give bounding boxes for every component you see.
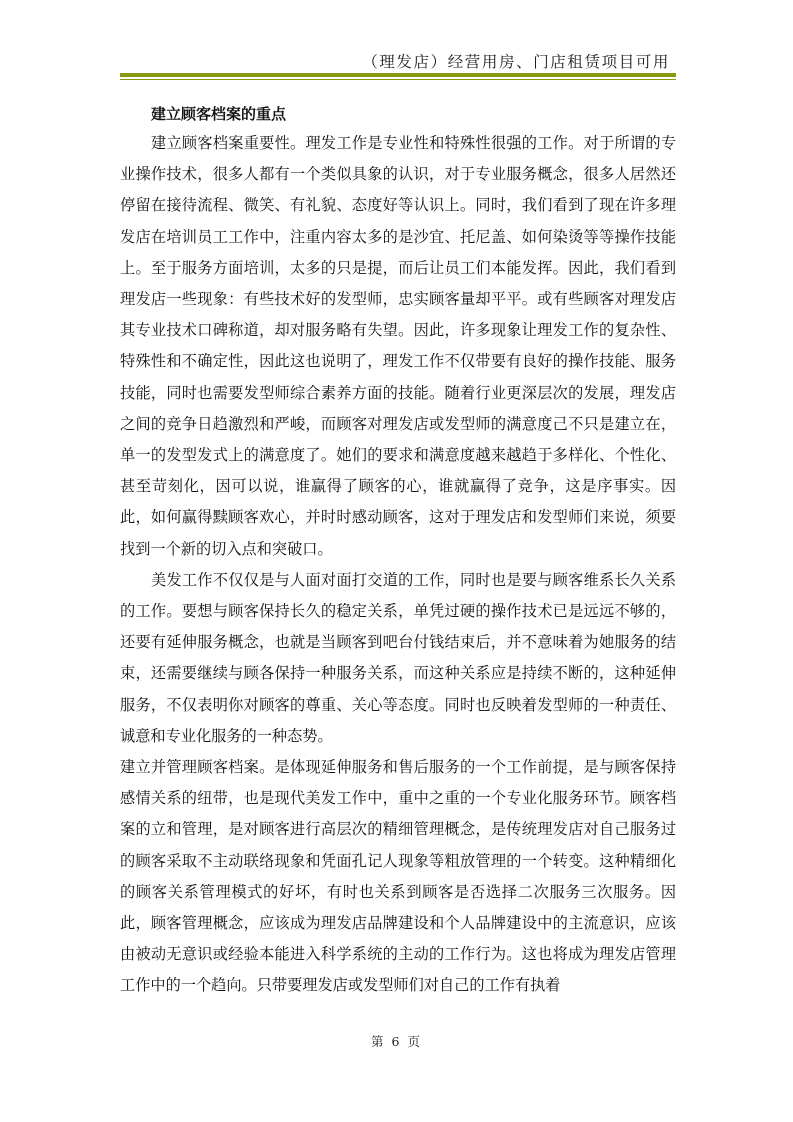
- document-header-title: （理发店）经营用房、门店租赁项目可用: [362, 53, 670, 71]
- paragraph-manage-records: 建立并管理顾客档案。是体现延伸服务和售后服务的一个工作前提，是与顾客保持感情关系的纽带，也是现代美发工作中，重中之重的一个专业化服务环节。顾客档案的立和管理，是对顾客进行高层次的精细管理概念，是传统理发店对自己服务过的顾客采取不主动联络现象和凭面孔记人现象等粗放管理的一个转变。这种精细化的顾客关系管理模式的好坏，有时也关系到顾客是否选择二次服务三次服务。因此，顾客管理概念，应该成为理发店品牌建设和个人品牌建设中的主流意识，应该由被动无意识或经验本能进入科学系统的主动的工作行为。这也将成为理发店管理工作中的一个趋向。只带要理发店或发型师们对自己的工作有执着: [120, 758, 676, 995]
- section-heading: 建立顾客档案的重点: [151, 105, 287, 123]
- header-divider-thick: [120, 73, 676, 77]
- paragraph-long-term-relationship: 美发工作不仅仅是与人面对面打交道的工作，同时也是要与顾客维系长久关系的工作。要想与顾客保持长久的稳定关系，单凭过硬的操作技术已是远远不够的，还要有延伸服务概念，也就是当顾客到吧台付钱结束后，并不意味着为她服务的结束，还需要继续与顾各保持一种服务关系，而这种关系应是持续不断的，这种延伸服务，不仅表明你对顾客的尊重、关心等态度。同时也反映着发型师的一种责任、诚意和专业化服务的一种态势。: [120, 570, 676, 745]
- paragraph-importance: 建立顾客档案重要性。理发工作是专业性和特殊性很强的工作。对于所谓的专业操作技术，很多人都有一个类似具象的认识，对于专业服务概念，很多人居然还停留在接待流程、微笑、有礼貌、态度好等认识上。同时，我们看到了现在许多理发店在培训员工工作中，注重内容太多的是沙宜、托尼盖、如何染烫等等操作技能上。至于服务方面培训，太多的只是提，而后让员工们本能发挥。因此，我们看到理发店一些现象：有些技术好的发型师，忠实顾客量却平平。或有些顾客对理发店其专业技术口碑称道，却对服务略有失望。因此，许多现象让理发工作的复杂性、特殊性和不确定性，因此这也说明了，理发工作不仅带要有良好的操作技能、服务技能，同时也需要发型师综合素养方面的技能。随着行业更深层次的发展，理发店之间的竞争日趋激烈和严峻，而顾客对理发店或发型师的满意度己不只是建立在，单一的发型发式上的满意度了。她们的要求和满意度越来越趋于多样化、个性化、甚至苛刻化，因可以说，谁赢得了顾客的心，谁就赢得了竞争，这是序事实。因此，如何赢得黩顾客欢心，并时时感动顾客，这对于理发店和发型师们来说，须要找到一个新的切入点和突破口。: [120, 134, 676, 558]
- header-divider-thin: [120, 79, 676, 80]
- document-body: [120, 100, 676, 1002]
- page-number: 第 6 页: [371, 1034, 422, 1049]
